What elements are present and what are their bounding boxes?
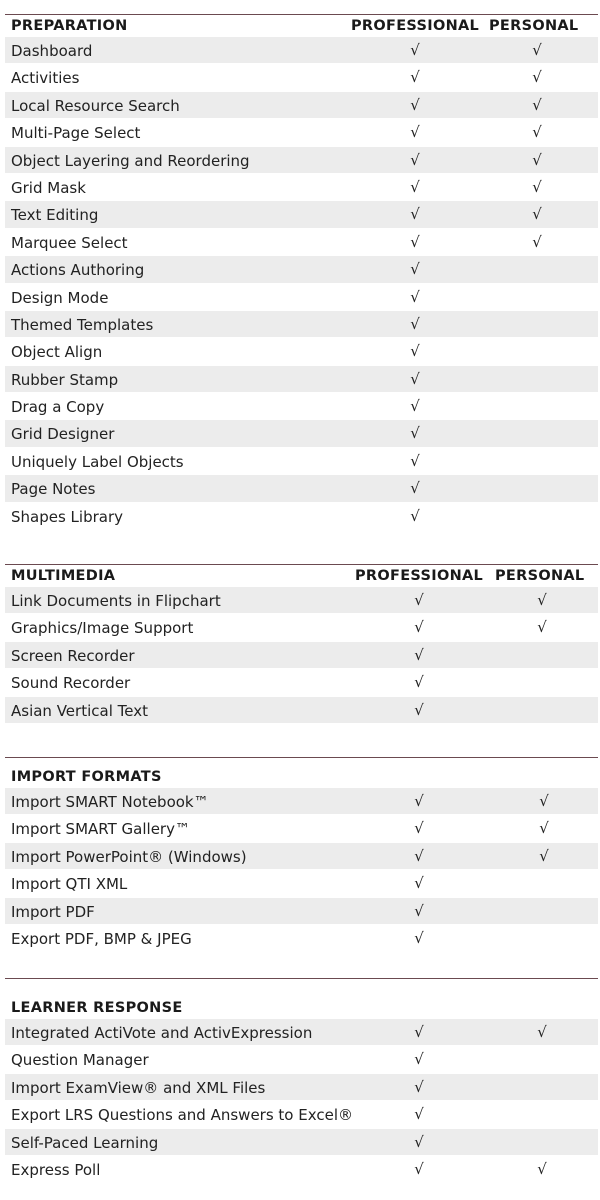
personal-check-icon: √	[537, 1023, 547, 1041]
table-row	[5, 174, 598, 201]
table-row	[5, 925, 598, 952]
feature-label: Object Layering and Reordering	[11, 151, 250, 170]
feature-label: Self-Paced Learning	[11, 1133, 159, 1152]
personal-check-icon: √	[537, 591, 547, 609]
feature-label: Uniquely Label Objects	[11, 452, 184, 471]
feature-label: Page Notes	[11, 480, 96, 499]
feature-label: Import QTI XML	[11, 875, 128, 894]
professional-check-icon: √	[414, 846, 424, 865]
table-row	[5, 311, 598, 338]
personal-check-icon: √	[532, 41, 542, 59]
personal-check-icon: √	[532, 177, 542, 196]
table-row	[5, 697, 598, 724]
feature-label: Link Documents in Flipchart	[11, 592, 221, 610]
column-header-personal: PERSONAL	[489, 18, 579, 34]
table-row	[5, 1074, 598, 1101]
table-row	[5, 587, 598, 614]
table-row	[5, 475, 598, 502]
section-title: MULTIMEDIA	[11, 568, 116, 584]
table-row	[5, 1129, 598, 1156]
personal-check-icon: √	[539, 792, 549, 810]
section-header	[5, 766, 598, 788]
professional-check-icon: √	[410, 68, 420, 87]
table-row	[5, 642, 598, 669]
feature-label: Marquee Select	[11, 233, 128, 252]
table-row	[5, 1046, 598, 1073]
professional-check-icon: √	[410, 479, 420, 498]
feature-label: Dashboard	[11, 42, 93, 60]
feature-label: Import PDF	[11, 902, 95, 921]
personal-check-icon: √	[532, 123, 542, 142]
table-row	[5, 669, 598, 696]
table-row	[5, 614, 598, 641]
feature-label: Drag a Copy	[11, 398, 105, 417]
section-learner-response	[5, 978, 598, 1183]
personal-check-icon: √	[532, 205, 542, 224]
feature-label: Screen Recorder	[11, 646, 135, 665]
professional-check-icon: √	[410, 205, 420, 224]
professional-check-icon: √	[410, 506, 420, 525]
feature-list	[5, 587, 598, 724]
personal-check-icon: √	[532, 68, 542, 87]
professional-check-icon: √	[414, 618, 424, 637]
professional-check-icon: √	[410, 342, 420, 361]
professional-check-icon: √	[410, 287, 420, 306]
feature-label: Question Manager	[11, 1051, 149, 1070]
table-row	[5, 201, 598, 228]
feature-label: Integrated ActiVote and ActivExpression	[11, 1024, 313, 1042]
professional-check-icon: √	[414, 673, 424, 692]
personal-check-icon: √	[532, 150, 542, 169]
feature-label: Import SMART Gallery™	[11, 820, 190, 839]
section-title: IMPORT FORMATS	[11, 769, 162, 785]
personal-check-icon: √	[532, 95, 542, 114]
table-row	[5, 37, 598, 64]
feature-label: Express Poll	[11, 1160, 101, 1179]
feature-label: Export LRS Questions and Answers to Excel®	[11, 1106, 353, 1125]
table-row	[5, 393, 598, 420]
feature-list	[5, 788, 598, 952]
column-header-personal: PERSONAL	[495, 568, 585, 584]
feature-label: Sound Recorder	[11, 674, 131, 693]
professional-check-icon: √	[414, 1077, 424, 1096]
feature-label: Actions Authoring	[11, 261, 145, 280]
feature-label: Graphics/Image Support	[11, 619, 194, 638]
column-header-professional: PROFESSIONAL	[355, 568, 484, 584]
professional-check-icon: √	[414, 1159, 424, 1178]
table-row	[5, 815, 598, 842]
feature-label: Object Align	[11, 343, 103, 362]
table-row	[5, 1101, 598, 1128]
feature-label: Text Editing	[11, 206, 99, 225]
table-row	[5, 92, 598, 119]
feature-label: Grid Designer	[11, 425, 115, 444]
table-row	[5, 229, 598, 256]
table-row	[5, 898, 598, 925]
professional-check-icon: √	[410, 123, 420, 142]
feature-label: Import ExamView® and XML Files	[11, 1078, 266, 1097]
personal-check-icon: √	[539, 819, 549, 838]
professional-check-icon: √	[410, 451, 420, 470]
professional-check-icon: √	[414, 928, 424, 947]
personal-check-icon: √	[539, 846, 549, 865]
feature-label: Rubber Stamp	[11, 370, 119, 389]
section-title: LEARNER RESPONSE	[11, 1000, 183, 1016]
table-row	[5, 147, 598, 174]
professional-check-icon: √	[410, 424, 420, 443]
feature-label: Activities	[11, 69, 80, 88]
professional-check-icon: √	[410, 232, 420, 251]
professional-check-icon: √	[414, 901, 424, 920]
section-divider	[5, 978, 598, 979]
professional-check-icon: √	[414, 591, 424, 609]
feature-label: Import PowerPoint® (Windows)	[11, 847, 247, 866]
feature-label: Design Mode	[11, 288, 109, 307]
professional-check-icon: √	[410, 95, 420, 114]
professional-check-icon: √	[410, 260, 420, 279]
professional-check-icon: √	[410, 177, 420, 196]
feature-label: Export PDF, BMP & JPEG	[11, 929, 192, 948]
section-import-formats	[5, 757, 598, 952]
table-row	[5, 366, 598, 393]
professional-check-icon: √	[410, 397, 420, 416]
professional-check-icon: √	[410, 41, 420, 59]
table-row	[5, 448, 598, 475]
feature-label: Grid Mask	[11, 178, 86, 197]
section-title: PREPARATION	[11, 18, 128, 34]
table-row	[5, 338, 598, 365]
feature-label: Shapes Library	[11, 507, 124, 526]
section-divider	[5, 757, 598, 758]
professional-check-icon: √	[414, 792, 424, 810]
professional-check-icon: √	[410, 314, 420, 333]
table-row	[5, 503, 598, 530]
professional-check-icon: √	[414, 874, 424, 893]
table-row	[5, 788, 598, 815]
professional-check-icon: √	[410, 150, 420, 169]
table-row	[5, 1156, 598, 1183]
section-header	[5, 565, 598, 587]
table-row	[5, 284, 598, 311]
feature-label: Multi-Page Select	[11, 124, 141, 143]
feature-list	[5, 37, 598, 530]
professional-check-icon: √	[414, 700, 424, 719]
section-preparation	[5, 14, 598, 530]
table-row	[5, 420, 598, 447]
table-row	[5, 1019, 598, 1046]
feature-label: Import SMART Notebook™	[11, 793, 209, 811]
table-row	[5, 256, 598, 283]
section-header	[5, 15, 598, 37]
table-row	[5, 870, 598, 897]
professional-check-icon: √	[414, 1132, 424, 1151]
professional-check-icon: √	[414, 1105, 424, 1124]
column-header-professional: PROFESSIONAL	[351, 18, 480, 34]
personal-check-icon: √	[537, 618, 547, 637]
professional-check-icon: √	[410, 369, 420, 388]
personal-check-icon: √	[532, 232, 542, 251]
professional-check-icon: √	[414, 645, 424, 664]
table-row	[5, 64, 598, 91]
personal-check-icon: √	[537, 1159, 547, 1178]
feature-list	[5, 1019, 598, 1183]
feature-label: Themed Templates	[11, 315, 154, 334]
feature-label: Local Resource Search	[11, 96, 180, 115]
feature-label: Asian Vertical Text	[11, 701, 148, 720]
professional-check-icon: √	[414, 1023, 424, 1041]
section-header	[5, 997, 598, 1019]
section-multimedia	[5, 564, 598, 724]
table-row	[5, 843, 598, 870]
table-row	[5, 119, 598, 146]
professional-check-icon: √	[414, 819, 424, 838]
professional-check-icon: √	[414, 1050, 424, 1069]
